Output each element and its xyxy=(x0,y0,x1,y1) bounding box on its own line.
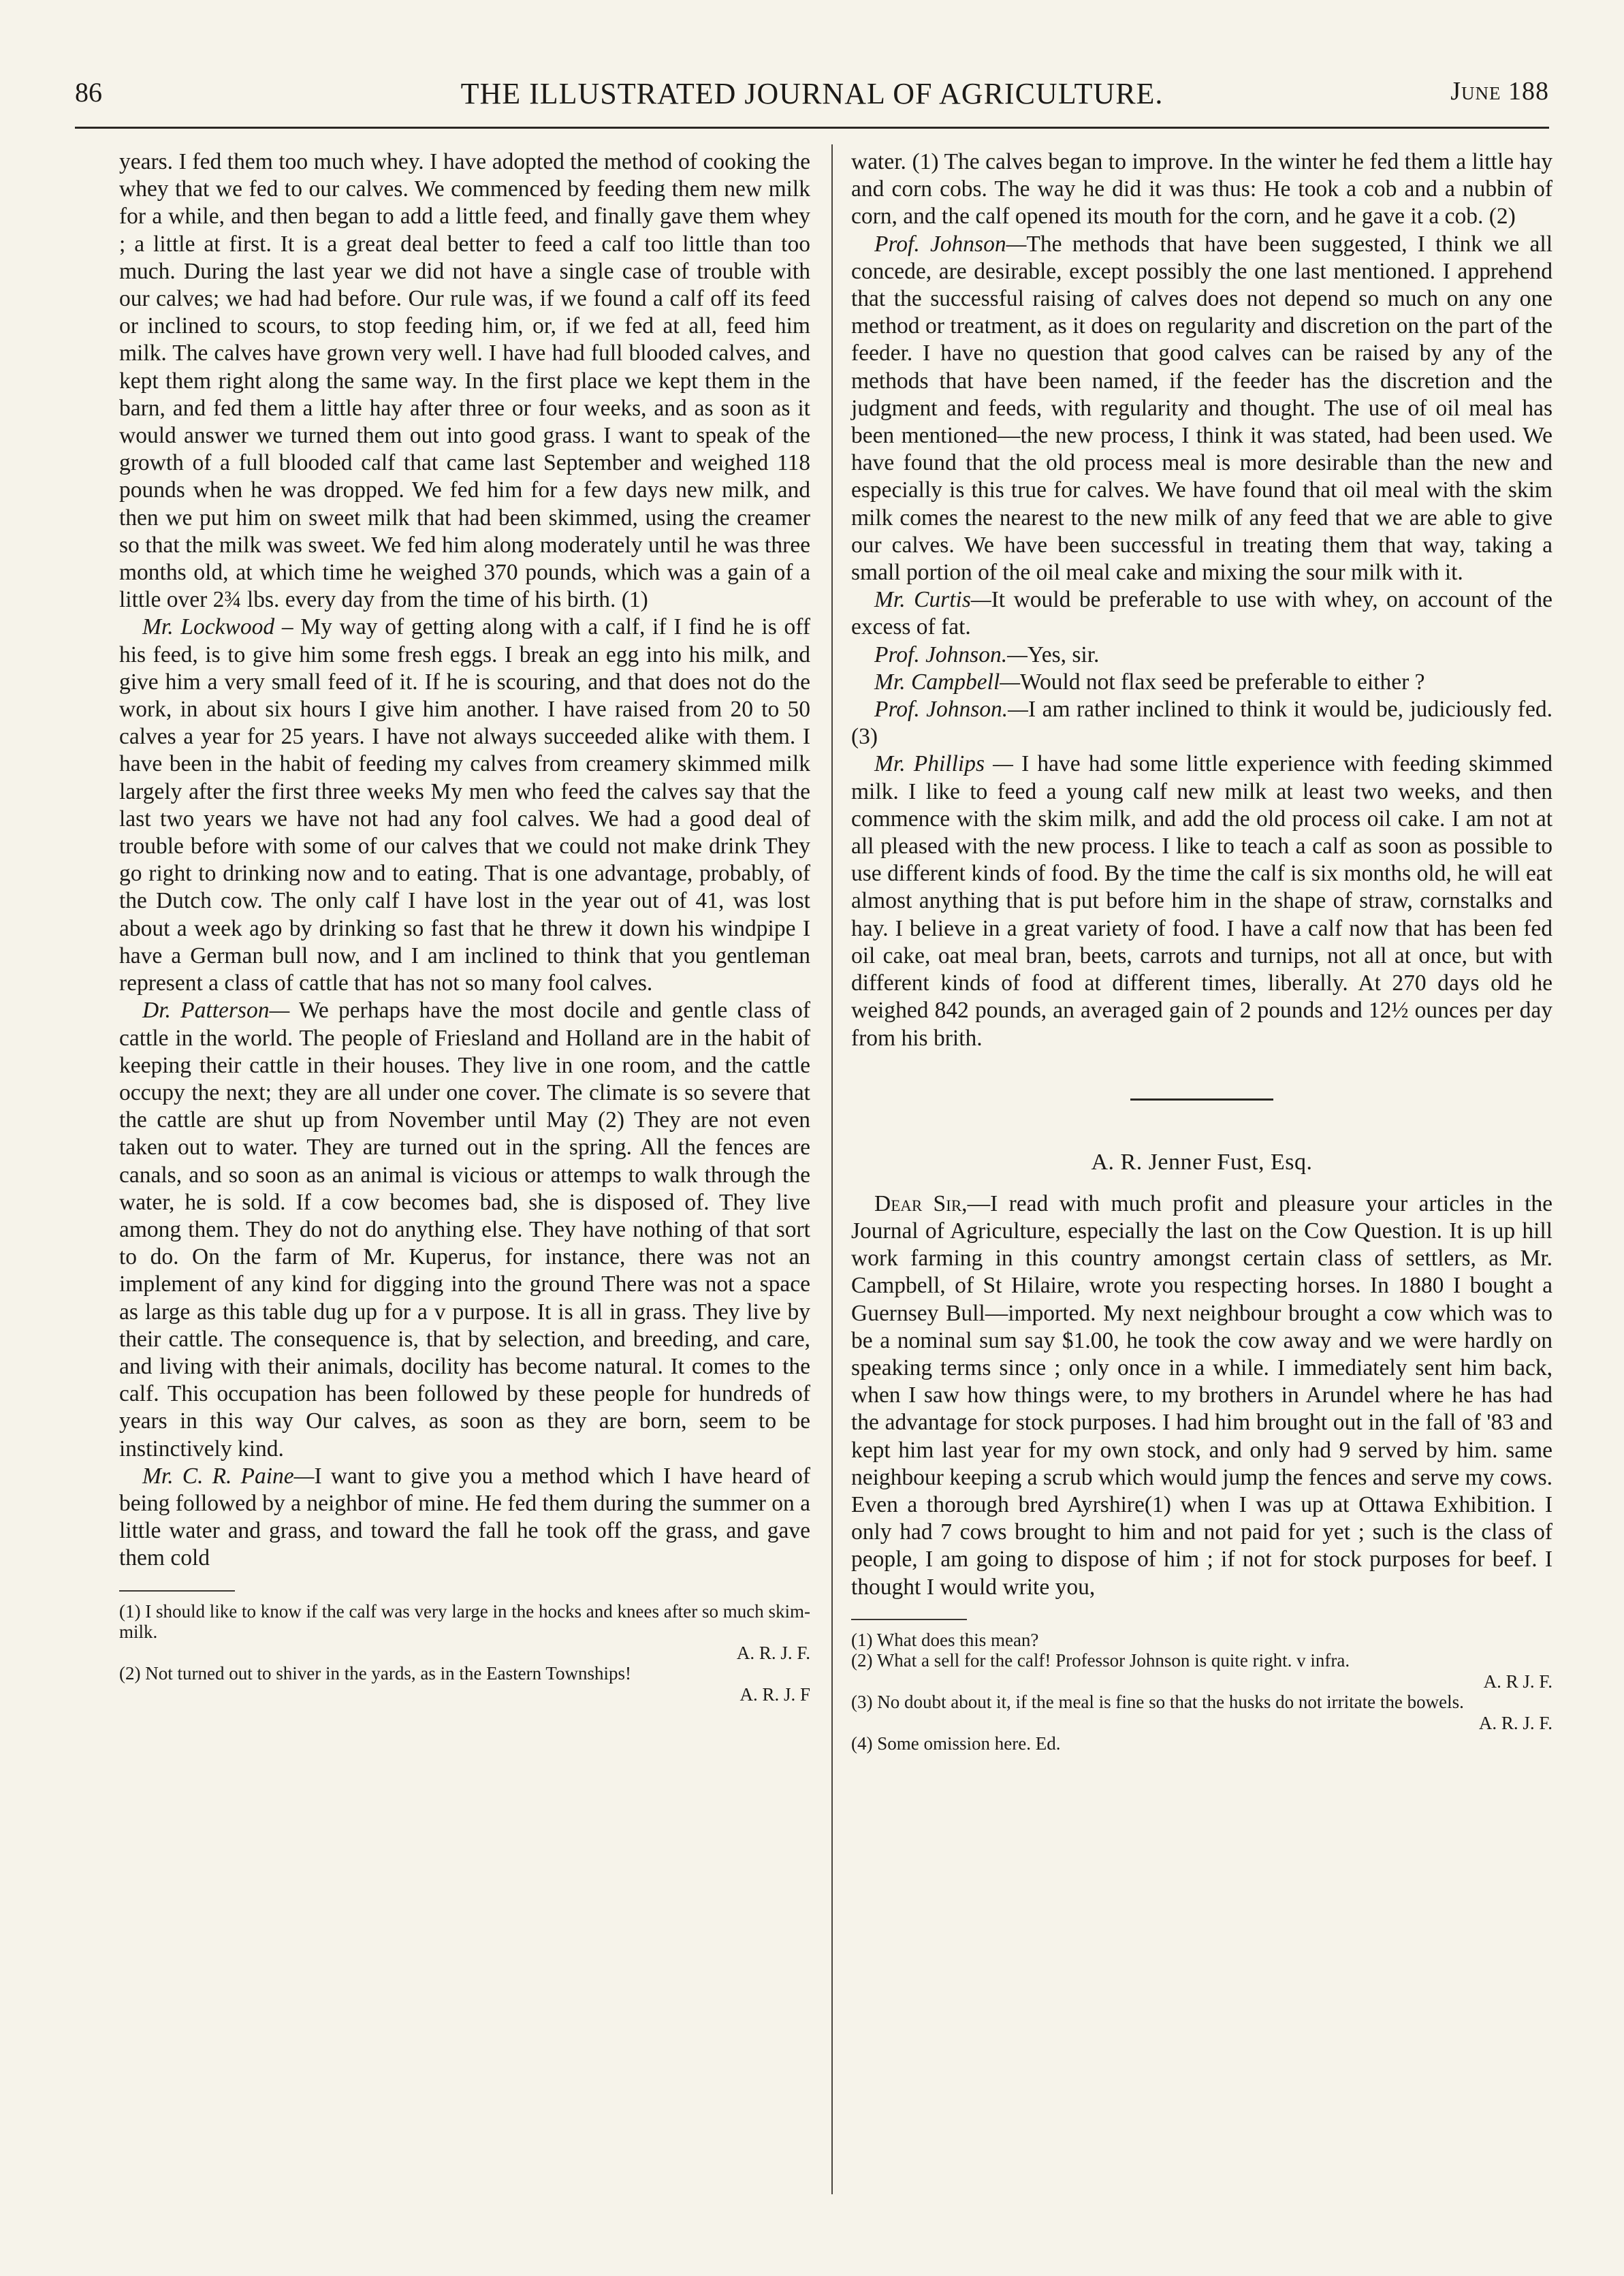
speech-text: I am rather inclined to think it would be, judiciously fed. (3) xyxy=(851,697,1553,750)
footnote xyxy=(851,1692,1553,1733)
footnote xyxy=(851,1630,1553,1651)
footnote xyxy=(119,1601,810,1664)
speaker-name: Mr. C. R. Paine— xyxy=(142,1463,315,1489)
speech-text: Would not flax seed be preferable to either ? xyxy=(1020,669,1425,695)
paragraph xyxy=(851,642,1553,669)
speech-text: I have had some little experience with feeding skimmed milk. I like to feed a young calf new milk at least two weeks, and then commence with the skim milk, and add the old process oil cake. I am not at all pleased with the new process. I like to teach a calf as soon as possible to use different kinds of food. By the time the calf is six months old, he will eat almost anything that is put before him in the shape of straw, cornstalks and hay. I believe in a great variety of food. I have a calf now that has been fed oil cake, oat meal bran, beets, carrots and turnips, not all at once, but with different kinds of food at different times, liberally. At 270 days old he weighed 842 pounds, an averaged gain of 2 pounds and 12½ ounces per day from his brith. xyxy=(851,751,1553,1051)
speaker-name: Mr. Phillips — xyxy=(874,751,1013,777)
speaker-name: Prof. Johnson.— xyxy=(874,642,1028,667)
footnote-signature: A. R. J. F xyxy=(739,1684,810,1705)
page-header xyxy=(75,76,1549,116)
letter-salutation: Dear Sir, xyxy=(874,1190,968,1216)
speaker-name: Mr. Curtis— xyxy=(874,587,991,613)
footnote-signature: A. R. J. F. xyxy=(1478,1712,1553,1733)
footnote xyxy=(851,1650,1553,1692)
footnote-text: (2) Not turned out to shiver in the yards, as in the Eastern Townships! xyxy=(119,1663,631,1684)
paragraph xyxy=(851,586,1553,641)
journal-title: THE ILLUSTRATED JOURNAL OF AGRICULTURE. xyxy=(460,77,1164,110)
right-column xyxy=(851,148,1553,1754)
speaker-name: Prof. Johnson— xyxy=(874,231,1027,257)
footnote-rule xyxy=(119,1590,235,1592)
speaker-name: Prof. Johnson.— xyxy=(874,697,1028,723)
paragraph xyxy=(119,614,810,997)
speech-text: My way of getting along with a calf, if I find he is off his feed, is to give him some fresh eggs. I break an egg into his milk, and give him a very small feed of it. If he is scouring, and that does not do the work, in about six hours I give him another. I have raised from 20 to 50 calves a year for 25 years. I have not always succeeded alike with them. I have been in the habit of feeding my calves from creamery skimmed milk largely after the first three weeks My men who feed the calves say that the last two years we have not had any fool calves. We had a good deal of trouble before with some of our calves that we could not make drink They go right to drinking now and to eating. That is one advantage, probably, of the Dutch cow. The only calf I have lost in the year out of 41, was lost about a week ago by drinking so fast that he threw it down his windpipe I have a German bull now, and I am inclined to think that you gentleman represent a class of cattle that has not so many fool calves. xyxy=(119,614,810,996)
footnote-text: (3) No doubt about it, if the meal is fine so that the husks do not irritate the bowels. xyxy=(851,1692,1464,1713)
footnote-text: (4) Some omission here. Ed. xyxy=(851,1733,1061,1754)
paragraph xyxy=(851,669,1553,696)
speech-text: Yes, sir. xyxy=(1027,642,1100,667)
column-divider xyxy=(831,144,833,2194)
footnote xyxy=(119,1663,810,1705)
left-column xyxy=(119,148,810,1705)
speech-text: I want to give you a method which I have heard of being followed by a neighbor of mine. He fed them during the summer on a little water and grass, and toward the fall he took off the grass, and gave them cold xyxy=(119,1463,810,1571)
letter-text: —I read with much profit and pleasure your articles in the Journal of Agriculture, especially the last on the Cow Question. It is up hill work farming in this country amongst certain class of settlers, as Mr. Campbell, of St Hilaire, wrote you respecting horses. In 1880 I bought a Guernsey Bull—imported. My next neighbour brought a cow which was to be a nominal sum say $1.00, he took the cow away and we were hardly on speaking terms since ; only once in a while. I immediately sent him back, when I saw how things were, to my brothers in Arundel where he has had the advantage for stock purposes. I had him brought out in the fall of '83 and kept him last year for my own stock, and only had 9 served by him. same neighbour keeping a scrub which would jump the fences and serve my cows. Even a thorough bred Ayrshire(1) when I was up at Ottawa Exhibition. I only had 7 cows brought to him and not paid for yet ; such is the class of people, I am going to dispose of him ; if not for stock purposes for beef. I thought I would write you, xyxy=(851,1190,1553,1600)
paragraph xyxy=(119,1463,810,1572)
speaker-name: Dr. Patterson— xyxy=(142,998,290,1024)
issue-date: June 188 xyxy=(1450,77,1549,106)
paragraph: water. (1) The calves began to improve. In the winter he fed them a little hay and corn cobs. The way he did it was thus: He took a cob and a nubbin of corn, and the calf opened its mouth for the corn, and he gave it a cob. (2) xyxy=(851,149,1553,230)
footnote-signature: A. R J. F. xyxy=(1483,1671,1553,1692)
speech-text: We perhaps have the most docile and gentle class of cattle in the world. The people of Friesland and Holland are in the habit of keeping their cattle in their houses. They live in one room, and the cattle occupy the next; they are all under one cover. The climate is so severe that the cattle are shut up from November until May (2) They are not even taken out to water. They are turned out in the spring. All the fences are canals, and so soon as an animal is vicious or attemps to walk through the water, he is sold. If a cow becomes bad, she is disposed of. They live among them. They do not do anything else. They have nothing of that sort to do. On the farm of Mr. Kuperus, for instance, there was not an implement of any kind for digging into the ground There was not a space as large as this table dug up for a v purpose. It is all in grass. They live by their cattle. The consequence is, that by selection, and breeding, and care, and living with their animals, docility has become natural. It comes to the calf. This occupation has been followed by these people for hundreds of years in this way Our calves, as soon as they are born, seem to be instinctively kind. xyxy=(119,998,810,1461)
speaker-name: Mr. Campbell— xyxy=(874,669,1021,695)
paragraph xyxy=(851,231,1553,587)
footnote xyxy=(851,1733,1553,1754)
paragraph: years. I fed them too much whey. I have adopted the method of cooking the whey that we fed to our calves. We commenced by feeding them new milk for a while, and then began to add a little feed, and finally gave them whey ; a little at first. It is a great deal better to feed a calf too little than too much. During the last year we did not have a single case of trouble with our calves; we had had before. Our rule was, if we found a calf off its feed or inclined to scours, to stop feeding him, or, if we fed at all, feed him milk. The calves have grown very well. I have had full blooded calves, and kept them right along the same way. In the first place we kept them in the barn, and fed them a little hay after three or four weeks, and as soon as it would answer we turned them out into good grass. I want to speak of the growth of a full blooded calf that came last September and weighed 118 pounds when he was dropped. We fed him for a few days new milk, and then we put him on sweet milk that had been skimmed, using the creamer so that the milk was sweet. We fed him along moderately until he was three months old, at which time he weighed 370 pounds, which was a gain of a little over 2¾ lbs. every day from the time of his birth. (1) xyxy=(119,149,810,613)
header-rule xyxy=(75,127,1549,129)
footnotes xyxy=(119,1601,810,1705)
paragraph xyxy=(851,750,1553,1052)
footnote-text: (1) What does this mean? xyxy=(851,1629,1039,1650)
letter-heading: A. R. Jenner Fust, Esq. xyxy=(1091,1149,1313,1175)
page-number: 86 xyxy=(75,77,102,108)
speech-text: It would be preferable to use with whey, on account of the excess of fat. xyxy=(851,587,1553,640)
speech-text: The methods that have been suggested, I think we all concede, are desirable, except possibly the one last mentioned. I apprehend that the successful raising of calves does not depend so much on any one method or treatment, as it does on regularity and discretion on the part of the feeder. I have no question that good calves can be raised by any of the methods that have been named, if the feeder has the discretion and the judgment and feeds, with regularity and thought. The use of oil meal has been mentioned—the new process, I think it was stated, had been used. We have found that the old process meal is more desirable than the new and especially is this true for calves. We have found that oil meal with the skim milk comes the nearest to the new milk of any feed that we are able to give our calves. We have been successful in treating them that way, taking a small portion of the oil meal cake and mixing the sour milk with it. xyxy=(851,231,1553,586)
speaker-name: Mr. Lockwood – xyxy=(142,614,293,640)
paragraph xyxy=(119,997,810,1462)
footnote-text: (1) I should like to know if the calf was very large in the hocks and knees after so much skim-milk. xyxy=(119,1600,810,1643)
footnote-rule xyxy=(851,1619,967,1620)
footnotes xyxy=(851,1630,1553,1754)
section-separator xyxy=(1130,1099,1273,1101)
footnote-signature: A. R. J. F. xyxy=(736,1642,810,1663)
footnote-text: (2) What a sell for the calf! Professor Johnson is quite right. v infra. xyxy=(851,1650,1350,1671)
letter-body xyxy=(851,1190,1553,1601)
paragraph xyxy=(851,696,1553,750)
